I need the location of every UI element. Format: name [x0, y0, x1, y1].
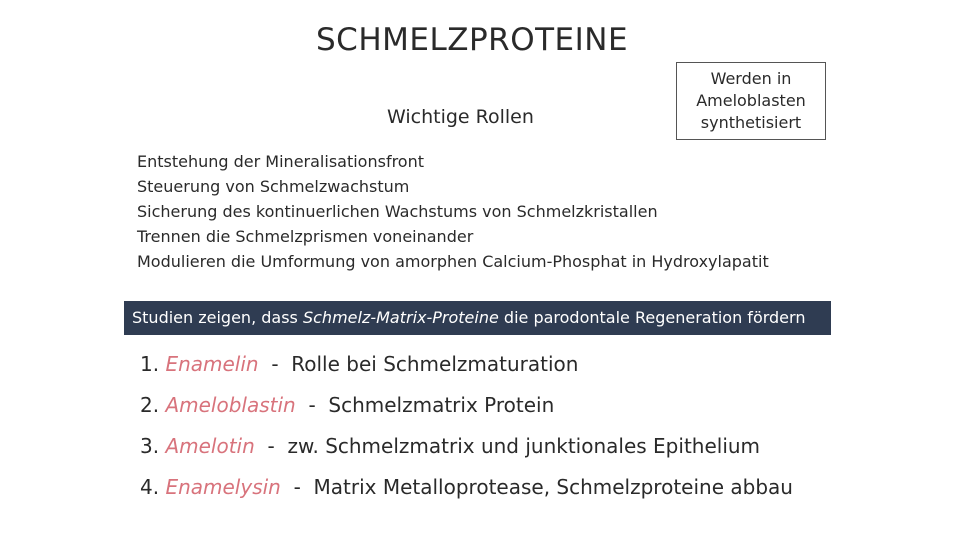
- note-line: synthetisiert: [700, 113, 802, 132]
- role-item: Entstehung der Mineralisationsfront: [137, 152, 424, 171]
- role-item: Trennen die Schmelzprismen voneinander: [137, 227, 474, 246]
- note-line: Werden in: [710, 69, 792, 88]
- protein-item: [140, 346, 793, 387]
- protein-name: Amelotin: [165, 434, 255, 458]
- studies-banner: [124, 301, 831, 335]
- protein-name: Enamelysin: [165, 475, 281, 499]
- role-item: Sicherung des kontinuerlichen Wachstums von Schmelzkristallen: [137, 202, 658, 221]
- role-item: Modulieren die Umformung von amorphen Calcium-Phosphat in Hydroxylapatit: [137, 252, 769, 271]
- protein-name: Enamelin: [165, 352, 259, 376]
- protein-item: [140, 387, 793, 428]
- synthesis-note-box: [676, 62, 826, 140]
- protein-number: 4.: [140, 475, 160, 499]
- page-title: SCHMELZPROTEINE: [316, 22, 629, 58]
- banner-suffix: die parodontale Regeneration fördern: [498, 308, 806, 327]
- protein-list: [140, 346, 793, 510]
- protein-name: Ameloblastin: [165, 393, 296, 417]
- protein-description: Schmelzmatrix Protein: [328, 393, 555, 417]
- section-subtitle: Wichtige Rollen: [387, 106, 534, 128]
- protein-item: [140, 428, 793, 469]
- protein-separator: -: [293, 475, 301, 499]
- protein-description: Matrix Metalloprotease, Schmelzproteine abbau: [313, 475, 793, 499]
- protein-separator: -: [267, 434, 275, 458]
- protein-number: 3.: [140, 434, 160, 458]
- protein-separator: -: [308, 393, 316, 417]
- protein-item: [140, 469, 793, 510]
- protein-description: zw. Schmelzmatrix und junktionales Epithelium: [287, 434, 761, 458]
- roles-list: [137, 149, 769, 274]
- protein-separator: -: [271, 352, 279, 376]
- protein-number: 2.: [140, 393, 160, 417]
- role-item: Steuerung von Schmelzwachstum: [137, 177, 410, 196]
- protein-description: Rolle bei Schmelzmaturation: [291, 352, 579, 376]
- note-line: Ameloblasten: [696, 91, 806, 110]
- banner-emphasis: Schmelz-Matrix-Proteine: [302, 308, 499, 327]
- banner-prefix: Studien zeigen, dass: [132, 308, 303, 327]
- protein-number: 1.: [140, 352, 160, 376]
